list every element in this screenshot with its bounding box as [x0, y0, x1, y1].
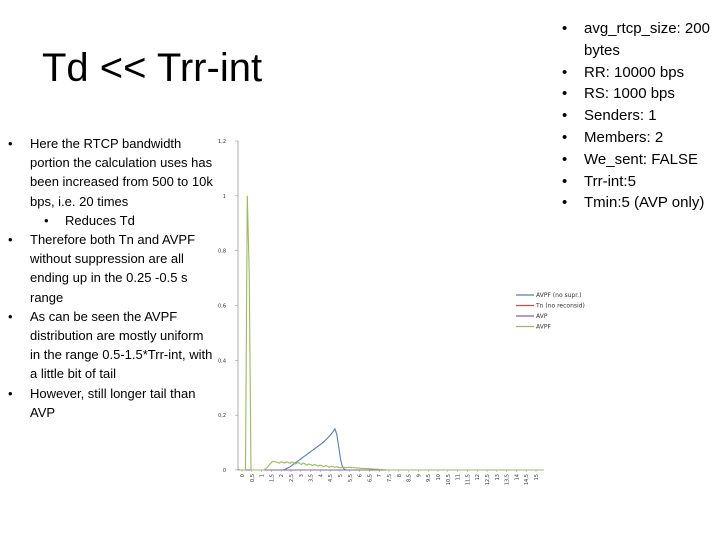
left-bullet-list	[8, 134, 214, 422]
x-tick-label: 11,5	[465, 474, 472, 486]
y-tick-label: 1,2	[218, 139, 226, 145]
x-tick-label: 12	[475, 474, 482, 481]
chart-svg	[218, 133, 585, 493]
legend-label: AVPF	[536, 323, 551, 331]
x-tick-label: 5	[338, 474, 344, 478]
right-bullet-item: • Trr-int:5	[562, 171, 720, 193]
right-bullet-item: • RS: 1000 bps	[562, 83, 720, 105]
left-bullet-item: • Reduces Td	[8, 211, 214, 230]
x-tick-label: 8,5	[406, 474, 413, 482]
right-bullet-list	[562, 18, 720, 214]
x-tick-label: 14	[514, 474, 521, 481]
x-tick-label: 1,5	[269, 474, 276, 482]
x-tick-label: 13	[494, 474, 501, 481]
x-tick-label: 7	[377, 474, 384, 478]
x-tick-label: 10,5	[445, 474, 452, 486]
left-bullet-item: • However, still longer tail than AVP	[8, 384, 214, 422]
y-tick-label: 0,4	[218, 358, 226, 365]
slide-title: Td << Trr-int	[42, 46, 263, 90]
x-tick-label: 4	[318, 474, 325, 478]
x-tick-label: 8	[396, 474, 403, 478]
distribution-chart	[218, 133, 585, 493]
x-tick-label: 9	[416, 474, 423, 478]
series-line	[238, 196, 544, 470]
right-bullet-item: • RR: 10000 bps	[562, 62, 720, 84]
legend-label: AVP	[536, 313, 548, 320]
y-tick-label: 0	[222, 468, 226, 474]
legend-label: Tn (no reconsid)	[536, 302, 585, 310]
x-tick-label: 9,5	[426, 474, 433, 482]
x-tick-label: 13,5	[504, 474, 511, 486]
legend-label: AVPF (no supr.)	[536, 292, 582, 299]
x-tick-label: 0	[240, 474, 246, 478]
x-tick-label: 6,5	[367, 474, 374, 482]
series-line	[238, 429, 540, 470]
x-tick-label: 1	[259, 474, 266, 478]
right-bullet-item: • Senders: 1	[562, 105, 720, 127]
right-bullet-item: • Tmin:5 (AVP only)	[562, 192, 720, 214]
x-tick-label: 2,5	[289, 474, 295, 482]
x-tick-label: 3	[298, 474, 305, 478]
right-bullet-item: • avg_rtcp_size: 200 bytes	[562, 18, 720, 62]
x-tick-label: 0,5	[249, 474, 256, 482]
x-tick-label: 6	[357, 474, 364, 478]
y-tick-label: 1	[222, 193, 226, 200]
x-tick-label: 14,5	[524, 474, 531, 486]
right-bullet-item: • Members: 2	[562, 127, 720, 149]
x-tick-label: 2	[279, 474, 286, 478]
x-tick-label: 15	[534, 474, 540, 481]
left-bullet-item: • Here the RTCP bandwidth portion the calculation uses has been increased from 500 to 10k bps, i.e. 20 times	[8, 134, 214, 211]
right-bullet-item: • We_sent: FALSE	[562, 149, 720, 171]
left-bullet-item: • Therefore both Tn and AVPF without suppression are all ending up in the 0.25 -0.5 s range	[8, 230, 214, 307]
x-tick-label: 12,5	[485, 474, 491, 486]
x-tick-label: 10	[436, 474, 442, 481]
x-tick-label: 11	[455, 474, 462, 481]
y-tick-label: 0,6	[218, 303, 226, 310]
left-bullet-item: • As can be seen the AVPF distribution are mostly uniform in the range 0.5-1.5*Trr-int, with a little bit of tail	[8, 307, 214, 384]
y-tick-label: 0,2	[218, 413, 226, 420]
y-tick-label: 0,8	[218, 248, 226, 255]
x-tick-label: 5,5	[347, 474, 354, 482]
x-tick-label: 3,5	[308, 474, 315, 482]
x-tick-label: 4,5	[328, 474, 335, 482]
x-tick-label: 7,5	[387, 474, 393, 482]
